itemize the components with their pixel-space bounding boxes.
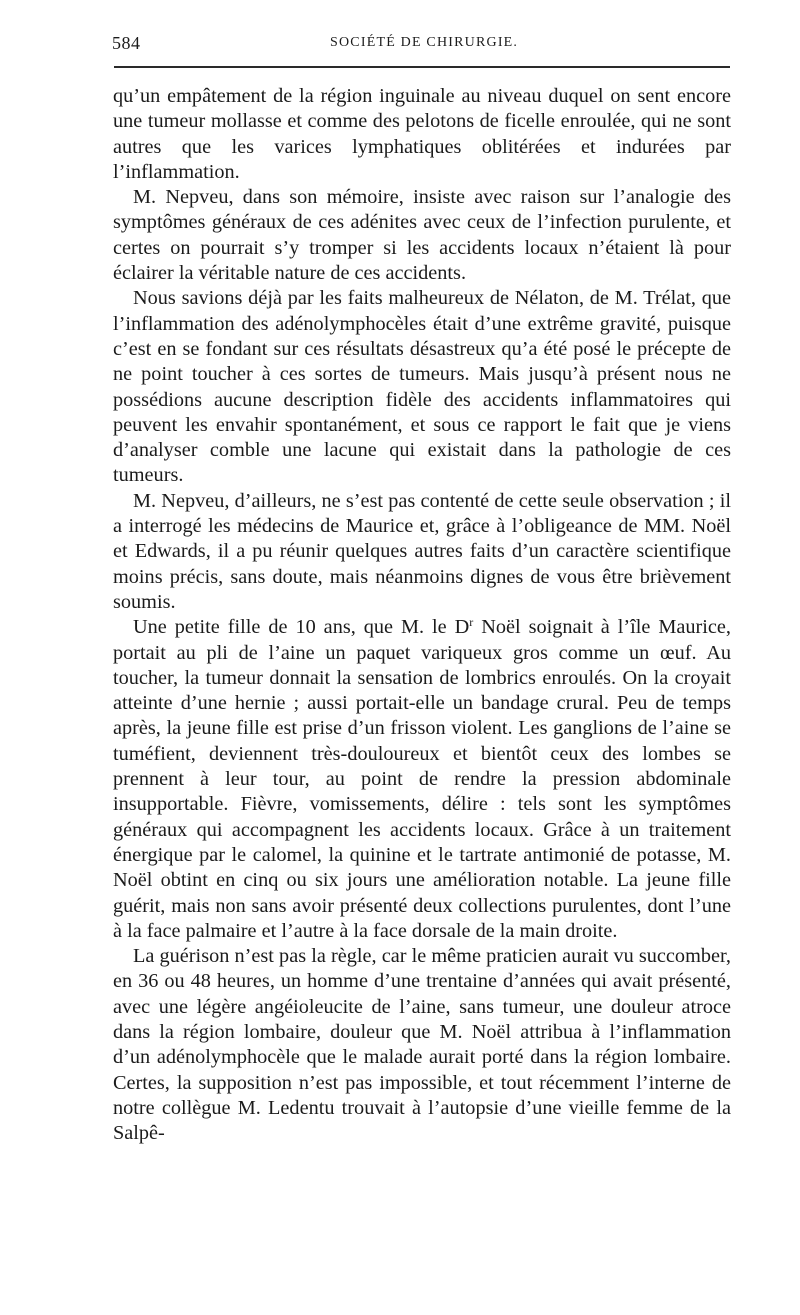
paragraph-text: Noël soignait à l’île Maurice, portait au pli de l’aine un paquet variqueux gros comme un œuf. Au toucher, la tumeur donnait la sensation de lombrics enroulés. On la croyait atteinte d’une hernie ; aussi portait-elle un bandage crural. Peu de temps après, la jeune fille est prise d’un frisson violent. Les ganglions de l’aine se tuméfient, deviennent très-douloureux et bientôt ceux des lombes se prennent à leur tour, au point de rendre la pression abdominale insupportable. Fièvre, vomissements, délire : tels sont les symptômes généraux qui accompagnent les accidents locaux. Grâce à un traitement énergique par le calomel, la quinine et le tartrate antimonié de potasse, M. Noël obtint en cinq ou six jours une amélioration notable. La jeune fille guérit, mais non sans avoir présenté deux collections purulentes, dont l’une à la face palmaire et l’autre à la face dorsale de la main droite. <box>113 616 731 942</box>
paragraph-continued: qu’un empâtement de la région inguinale au niveau duquel on sent encore une tumeur mollasse et comme des pelotons de ficelle enroulée, qui ne sont autres que les varices lymphatiques oblitérées et indurées par l’inflammation. <box>113 85 731 183</box>
running-head: SOCIÉTÉ DE CHIRURGIE. <box>330 35 519 50</box>
paragraph: M. Nepveu, d’ailleurs, ne s’est pas contenté de cette seule observation ; il a interrogé les médecins de Maurice et, grâce à l’obligeance de MM. Noël et Edwards, il a pu réunir quelques autres faits d’un caractère scientifique moins précis, sans doute, mais néanmoins dignes de vous être brièvement soumis. <box>113 489 731 613</box>
superscript: r <box>469 615 474 630</box>
body-text <box>113 84 731 1146</box>
paragraph <box>113 615 731 944</box>
page-number: 584 <box>112 33 141 53</box>
paragraph-text: Une petite fille de 10 ans, que M. le D <box>133 616 470 639</box>
header-rule <box>114 66 730 68</box>
paragraph: Nous savions déjà par les faits malheureux de Nélaton, de M. Trélat, que l’inflammation des adénolymphocèles était d’une extrême gravité, puisque c’est en se fondant sur ces résultats désastreux qu’a été posé le précepte de ne point toucher à ces sortes de tumeurs. Mais jusqu’à présent nous ne possédions aucune description fidèle des accidents inflammatoires qui peuvent les envahir spontanément, et sous ce rapport le fait que je viens d’analyser comble une lacune qui existait dans la pathologie de ces tumeurs. <box>113 287 731 487</box>
paragraph: M. Nepveu, dans son mémoire, insiste avec raison sur l’analogie des symptômes généraux de ces adénites avec ceux de l’infection purulente, et certes on pourrait s’y tromper si les accidents locaux n’étaient là pour éclairer la véritable nature de ces accidents. <box>113 186 731 285</box>
paragraph: La guérison n’est pas la règle, car le même praticien aurait vu succomber, en 36 ou 48 heures, un homme d’une trentaine d’années qui avait présenté, avec une légère angéioleucite de l’aine, sans tumeur, une douleur atroce dans la région lombaire, douleur que M. Noël attribua à l’inflammation d’un adénolymphocèle que le malade aurait porté dans la région lombaire. Certes, la supposition n’est pas impossible, et tout récemment l’interne de notre collègue M. Ledentu trouvait à l’autopsie d’une vieille femme de la Salpê- <box>113 945 731 1145</box>
